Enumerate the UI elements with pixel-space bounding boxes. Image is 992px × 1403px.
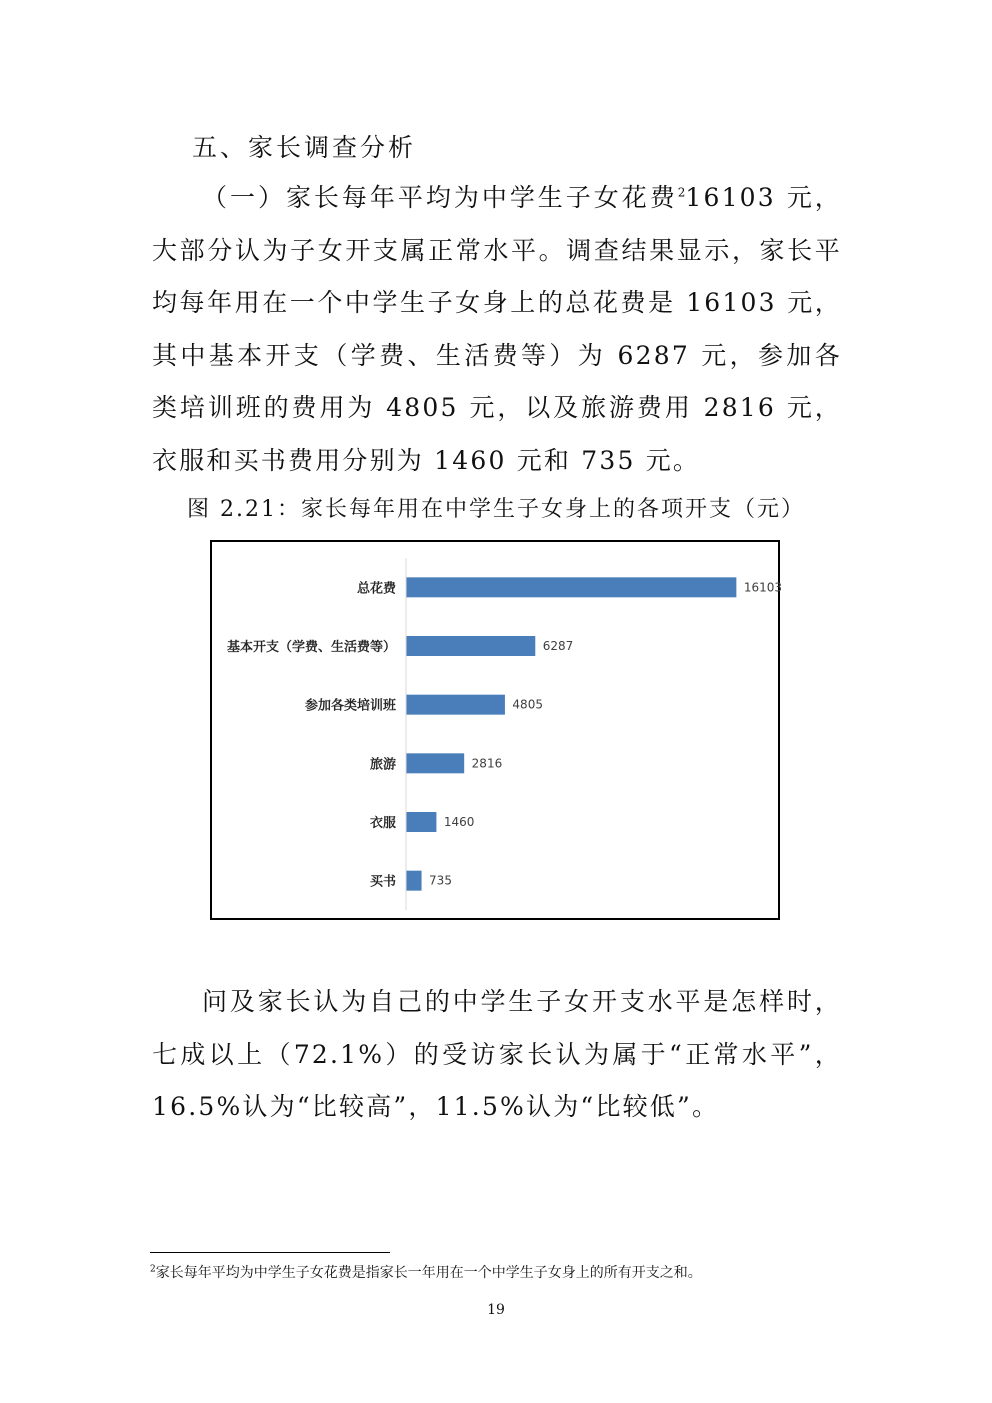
- footnote-marker: 2: [150, 1264, 156, 1275]
- bar-value-label: 4805: [512, 697, 543, 712]
- paragraph-spending-summary: [152, 172, 842, 487]
- category-label: 旅游: [369, 757, 396, 773]
- bar-chart-frame: [210, 540, 783, 920]
- paragraph-spending-opinion: 问及家长认为自己的中学生子女开支水平是怎样时，七成以上（72.1%）的受访家长认为属于“正常水平”，16.5%认为“比较高”，11.5%认为“比较低”。: [152, 987, 842, 1121]
- bar[interactable]: [407, 871, 422, 891]
- category-label: 参加各类培训班: [304, 698, 396, 714]
- footnote-text: 家长每年平均为中学生子女花费是指家长一年用在一个中学生子女身上的所有开支之和。: [155, 1265, 702, 1281]
- figure-caption: 图 2.21：家长每年用在中学生子女身上的各项开支（元）: [187, 497, 805, 522]
- paragraph-lead: （一）家长每年平均为中学生子女花费: [202, 183, 678, 212]
- category-label: 买书: [369, 874, 396, 890]
- footnote-divider: [150, 1252, 390, 1253]
- bar[interactable]: [407, 636, 536, 656]
- bar-value-label: 735: [429, 873, 452, 888]
- bar[interactable]: [407, 695, 505, 715]
- category-label: 基本开支（学费、生活费等）: [226, 640, 396, 655]
- footnote: [150, 1262, 850, 1284]
- category-label: 衣服: [369, 816, 396, 831]
- section-heading: 五、家长调查分析: [192, 133, 417, 162]
- paragraph-body: 16103 元，大部分认为子女开支属正常水平。调查结果显示，家长平均每年用在一个中学生子女身上的总花费是 16103 元，其中基本开支（学费、生活费等）为 6287 元，参加各类培训班的费用为 4805 元，以及旅游费用 2816 元，衣服和买书费用分别为 1460 元和 735 元。: [152, 183, 843, 475]
- bar[interactable]: [407, 753, 465, 773]
- bar-value-label: 2816: [471, 756, 503, 771]
- bar[interactable]: [407, 577, 737, 597]
- bar[interactable]: [407, 812, 437, 832]
- footnote-reference[interactable]: 2: [677, 185, 686, 200]
- bar-value-label: 6287: [542, 639, 574, 653]
- page-number: 19: [487, 1302, 505, 1318]
- expense-bar-chart: [212, 542, 783, 918]
- category-label: 总花费: [356, 581, 396, 597]
- bar-value-label: 1460: [443, 815, 475, 829]
- bar-value-label: 16103: [743, 580, 783, 595]
